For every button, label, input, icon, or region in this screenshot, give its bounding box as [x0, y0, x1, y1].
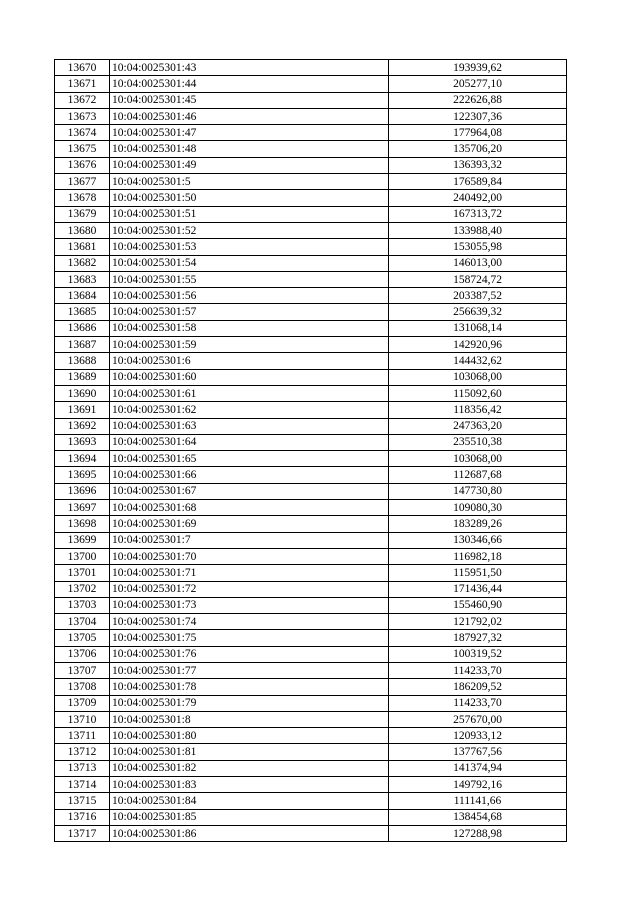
cadastral-number-cell: 10:04:0025301:49	[110, 157, 389, 173]
value-cell: 112687,68	[389, 467, 567, 483]
row-number-cell: 13677	[55, 174, 110, 190]
table-row	[55, 451, 567, 467]
row-number-cell: 13687	[55, 337, 110, 353]
row-number-cell: 13673	[55, 108, 110, 124]
row-number-cell: 13699	[55, 532, 110, 548]
row-number-cell: 13712	[55, 744, 110, 760]
table-row	[55, 320, 567, 336]
table-row	[55, 711, 567, 727]
table-row	[55, 108, 567, 124]
row-number-cell: 13702	[55, 581, 110, 597]
value-cell: 114233,70	[389, 662, 567, 678]
value-cell: 257670,00	[389, 711, 567, 727]
table-row	[55, 304, 567, 320]
row-number-cell: 13698	[55, 516, 110, 532]
value-cell: 176589,84	[389, 174, 567, 190]
cadastral-number-cell: 10:04:0025301:83	[110, 777, 389, 793]
row-number-cell: 13682	[55, 255, 110, 271]
value-cell: 120933,12	[389, 728, 567, 744]
cadastral-number-cell: 10:04:0025301:84	[110, 793, 389, 809]
cadastral-number-cell: 10:04:0025301:59	[110, 337, 389, 353]
cadastral-number-cell: 10:04:0025301:54	[110, 255, 389, 271]
table-row	[55, 190, 567, 206]
cadastral-number-cell: 10:04:0025301:78	[110, 679, 389, 695]
row-number-cell: 13704	[55, 614, 110, 630]
row-number-cell: 13706	[55, 646, 110, 662]
table-row	[55, 679, 567, 695]
cadastral-number-cell: 10:04:0025301:71	[110, 565, 389, 581]
row-number-cell: 13696	[55, 483, 110, 499]
value-cell: 103068,00	[389, 451, 567, 467]
value-cell: 122307,36	[389, 108, 567, 124]
table-row	[55, 337, 567, 353]
value-cell: 116982,18	[389, 548, 567, 564]
value-cell: 149792,16	[389, 777, 567, 793]
row-number-cell: 13709	[55, 695, 110, 711]
cadastral-number-cell: 10:04:0025301:70	[110, 548, 389, 564]
cadastral-number-cell: 10:04:0025301:44	[110, 76, 389, 92]
cadastral-number-cell: 10:04:0025301:82	[110, 760, 389, 776]
value-cell: 131068,14	[389, 320, 567, 336]
row-number-cell: 13697	[55, 500, 110, 516]
cadastral-number-cell: 10:04:0025301:80	[110, 728, 389, 744]
table-row	[55, 532, 567, 548]
table-row	[55, 777, 567, 793]
table-row	[55, 271, 567, 287]
table-row	[55, 581, 567, 597]
cadastral-number-cell: 10:04:0025301:60	[110, 369, 389, 385]
cadastral-number-cell: 10:04:0025301:79	[110, 695, 389, 711]
row-number-cell: 13683	[55, 271, 110, 287]
cadastral-number-cell: 10:04:0025301:46	[110, 108, 389, 124]
table-row	[55, 793, 567, 809]
table-row	[55, 239, 567, 255]
table-row	[55, 825, 567, 841]
table-row	[55, 695, 567, 711]
row-number-cell: 13707	[55, 662, 110, 678]
value-cell: 183289,26	[389, 516, 567, 532]
value-cell: 235510,38	[389, 434, 567, 450]
value-cell: 187927,32	[389, 630, 567, 646]
value-cell: 121792,02	[389, 614, 567, 630]
row-number-cell: 13700	[55, 548, 110, 564]
row-number-cell: 13711	[55, 728, 110, 744]
cadastral-number-cell: 10:04:0025301:58	[110, 320, 389, 336]
cadastral-number-cell: 10:04:0025301:69	[110, 516, 389, 532]
row-number-cell: 13686	[55, 320, 110, 336]
row-number-cell: 13689	[55, 369, 110, 385]
table-row	[55, 255, 567, 271]
table-row	[55, 418, 567, 434]
table-row	[55, 630, 567, 646]
value-cell: 167313,72	[389, 206, 567, 222]
table-row	[55, 646, 567, 662]
table-row	[55, 548, 567, 564]
table-row	[55, 222, 567, 238]
row-number-cell: 13672	[55, 92, 110, 108]
row-number-cell: 13688	[55, 353, 110, 369]
table-row	[55, 141, 567, 157]
table-row	[55, 662, 567, 678]
row-number-cell: 13703	[55, 597, 110, 613]
row-number-cell: 13693	[55, 434, 110, 450]
cadastral-number-cell: 10:04:0025301:68	[110, 500, 389, 516]
row-number-cell: 13717	[55, 825, 110, 841]
value-cell: 240492,00	[389, 190, 567, 206]
cadastral-number-cell: 10:04:0025301:8	[110, 711, 389, 727]
value-cell: 137767,56	[389, 744, 567, 760]
value-cell: 146013,00	[389, 255, 567, 271]
value-cell: 114233,70	[389, 695, 567, 711]
value-cell: 155460,90	[389, 597, 567, 613]
cadastral-number-cell: 10:04:0025301:51	[110, 206, 389, 222]
cadastral-number-cell: 10:04:0025301:73	[110, 597, 389, 613]
row-number-cell: 13714	[55, 777, 110, 793]
value-cell: 144432,62	[389, 353, 567, 369]
value-cell: 142920,96	[389, 337, 567, 353]
cadastral-number-cell: 10:04:0025301:66	[110, 467, 389, 483]
table-body	[55, 60, 567, 842]
row-number-cell: 13690	[55, 385, 110, 401]
value-cell: 115092,60	[389, 385, 567, 401]
cadastral-number-cell: 10:04:0025301:77	[110, 662, 389, 678]
cadastral-number-cell: 10:04:0025301:7	[110, 532, 389, 548]
row-number-cell: 13694	[55, 451, 110, 467]
cadastral-number-cell: 10:04:0025301:45	[110, 92, 389, 108]
row-number-cell: 13685	[55, 304, 110, 320]
value-cell: 141374,94	[389, 760, 567, 776]
table-row	[55, 353, 567, 369]
table-row	[55, 483, 567, 499]
row-number-cell: 13671	[55, 76, 110, 92]
row-number-cell: 13670	[55, 60, 110, 76]
table-row	[55, 125, 567, 141]
table-row	[55, 516, 567, 532]
value-cell: 186209,52	[389, 679, 567, 695]
row-number-cell: 13681	[55, 239, 110, 255]
cadastral-number-cell: 10:04:0025301:53	[110, 239, 389, 255]
value-cell: 109080,30	[389, 500, 567, 516]
value-cell: 133988,40	[389, 222, 567, 238]
table-row	[55, 76, 567, 92]
value-cell: 130346,66	[389, 532, 567, 548]
cadastral-number-cell: 10:04:0025301:5	[110, 174, 389, 190]
table-row	[55, 402, 567, 418]
row-number-cell: 13705	[55, 630, 110, 646]
cadastral-number-cell: 10:04:0025301:61	[110, 385, 389, 401]
cadastral-number-cell: 10:04:0025301:81	[110, 744, 389, 760]
row-number-cell: 13708	[55, 679, 110, 695]
value-cell: 127288,98	[389, 825, 567, 841]
table-row	[55, 809, 567, 825]
table-row	[55, 60, 567, 76]
table-row	[55, 597, 567, 613]
value-cell: 135706,20	[389, 141, 567, 157]
value-cell: 193939,62	[389, 60, 567, 76]
table-row	[55, 369, 567, 385]
cadastral-number-cell: 10:04:0025301:65	[110, 451, 389, 467]
row-number-cell: 13678	[55, 190, 110, 206]
row-number-cell: 13715	[55, 793, 110, 809]
value-cell: 103068,00	[389, 369, 567, 385]
value-cell: 136393,32	[389, 157, 567, 173]
cadastral-number-cell: 10:04:0025301:63	[110, 418, 389, 434]
row-number-cell: 13674	[55, 125, 110, 141]
cadastral-number-cell: 10:04:0025301:55	[110, 271, 389, 287]
value-cell: 100319,52	[389, 646, 567, 662]
value-cell: 171436,44	[389, 581, 567, 597]
row-number-cell: 13684	[55, 288, 110, 304]
cadastral-number-cell: 10:04:0025301:67	[110, 483, 389, 499]
row-number-cell: 13680	[55, 222, 110, 238]
table-row	[55, 92, 567, 108]
row-number-cell: 13716	[55, 809, 110, 825]
cadastral-number-cell: 10:04:0025301:50	[110, 190, 389, 206]
cadastral-number-cell: 10:04:0025301:56	[110, 288, 389, 304]
cadastral-number-cell: 10:04:0025301:47	[110, 125, 389, 141]
cadastral-number-cell: 10:04:0025301:62	[110, 402, 389, 418]
cadastral-number-cell: 10:04:0025301:6	[110, 353, 389, 369]
value-cell: 247363,20	[389, 418, 567, 434]
cadastral-number-cell: 10:04:0025301:52	[110, 222, 389, 238]
cadastral-number-cell: 10:04:0025301:74	[110, 614, 389, 630]
table-row	[55, 467, 567, 483]
table-row	[55, 728, 567, 744]
table-row	[55, 174, 567, 190]
value-cell: 138454,68	[389, 809, 567, 825]
row-number-cell: 13679	[55, 206, 110, 222]
table-row	[55, 206, 567, 222]
table-row	[55, 614, 567, 630]
cadastral-number-cell: 10:04:0025301:85	[110, 809, 389, 825]
cadastral-number-cell: 10:04:0025301:75	[110, 630, 389, 646]
table-row	[55, 288, 567, 304]
row-number-cell: 13710	[55, 711, 110, 727]
row-number-cell: 13675	[55, 141, 110, 157]
value-cell: 222626,88	[389, 92, 567, 108]
value-cell: 147730,80	[389, 483, 567, 499]
row-number-cell: 13701	[55, 565, 110, 581]
row-number-cell: 13713	[55, 760, 110, 776]
cadastral-number-cell: 10:04:0025301:48	[110, 141, 389, 157]
table-row	[55, 434, 567, 450]
value-cell: 158724,72	[389, 271, 567, 287]
table-row	[55, 760, 567, 776]
row-number-cell: 13692	[55, 418, 110, 434]
value-cell: 118356,42	[389, 402, 567, 418]
table-row	[55, 565, 567, 581]
row-number-cell: 13676	[55, 157, 110, 173]
row-number-cell: 13691	[55, 402, 110, 418]
cadastral-number-cell: 10:04:0025301:72	[110, 581, 389, 597]
table-row	[55, 385, 567, 401]
cadastral-value-table	[54, 59, 567, 842]
cadastral-number-cell: 10:04:0025301:76	[110, 646, 389, 662]
table-row	[55, 500, 567, 516]
value-cell: 115951,50	[389, 565, 567, 581]
table-row	[55, 157, 567, 173]
value-cell: 205277,10	[389, 76, 567, 92]
row-number-cell: 13695	[55, 467, 110, 483]
value-cell: 256639,32	[389, 304, 567, 320]
value-cell: 153055,98	[389, 239, 567, 255]
value-cell: 203387,52	[389, 288, 567, 304]
cadastral-number-cell: 10:04:0025301:86	[110, 825, 389, 841]
cadastral-number-cell: 10:04:0025301:43	[110, 60, 389, 76]
cadastral-number-cell: 10:04:0025301:64	[110, 434, 389, 450]
value-cell: 177964,08	[389, 125, 567, 141]
value-cell: 111141,66	[389, 793, 567, 809]
table-row	[55, 744, 567, 760]
cadastral-number-cell: 10:04:0025301:57	[110, 304, 389, 320]
